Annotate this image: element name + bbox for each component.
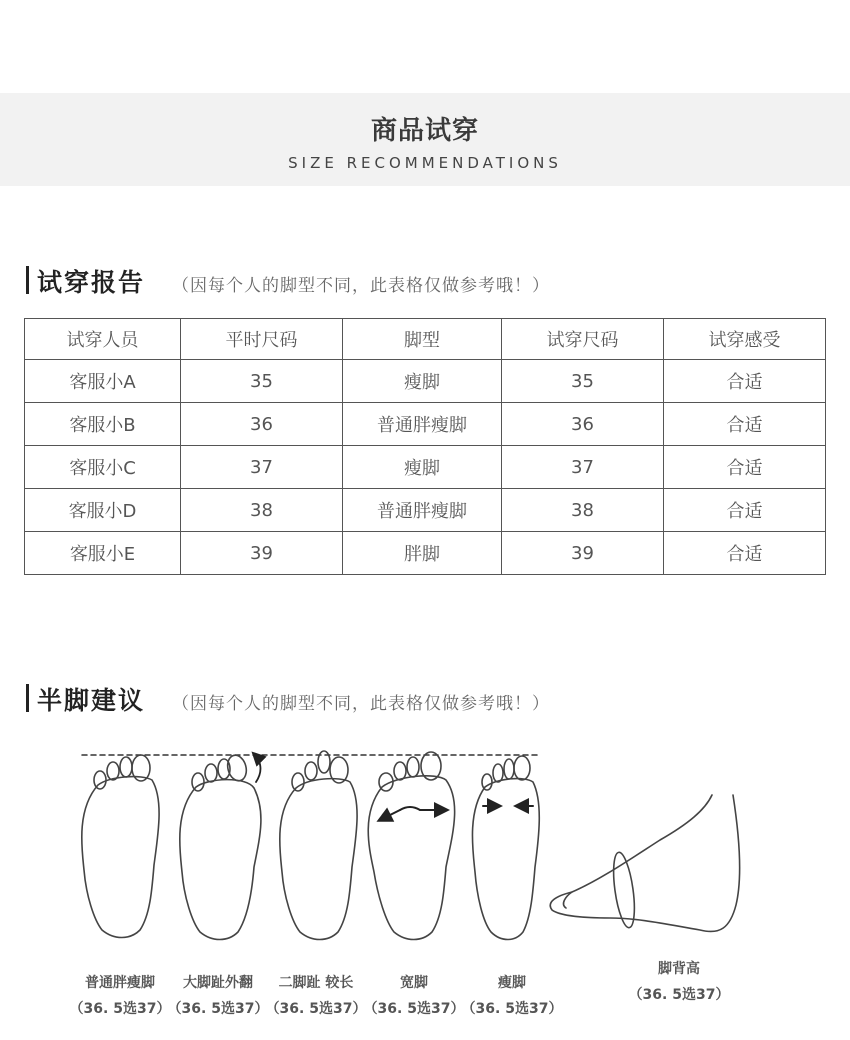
column-header: 试穿人员 (25, 319, 181, 360)
normal-foot-icon (82, 755, 159, 938)
half-size-note: （因每个人的脚型不同，此表格仅做参考哦！） (172, 694, 550, 714)
narrow-foot-icon (472, 756, 539, 940)
table-row (25, 360, 826, 403)
table-cell: 合适 (664, 532, 826, 575)
foot-type-caption (360, 972, 468, 1018)
table-cell: 合适 (664, 403, 826, 446)
foot-type-name: 二脚趾 较长 (278, 975, 354, 991)
size-advice: （36. 5选37） (628, 987, 730, 1003)
column-header: 试穿感受 (664, 319, 826, 360)
size-advice: （36. 5选37） (69, 1001, 171, 1017)
table-cell: 38 (502, 489, 664, 532)
foot-type-caption (66, 972, 174, 1018)
foot-types-illustration (0, 740, 850, 970)
page-subtitle: SIZE RECOMMENDATIONS (288, 154, 562, 172)
table-cell: 37 (502, 446, 664, 489)
table-header-row (25, 319, 826, 360)
fit-report-table (24, 318, 826, 575)
table-cell: 合适 (664, 360, 826, 403)
heading-bar (26, 684, 29, 712)
column-header: 脚型 (343, 319, 502, 360)
table-cell: 39 (181, 532, 343, 575)
table-row (25, 532, 826, 575)
heading-bar (26, 266, 29, 294)
table-cell: 37 (181, 446, 343, 489)
size-advice: （36. 5选37） (461, 1001, 563, 1017)
table-cell: 客服小B (25, 403, 181, 446)
page-title: 商品试穿 (370, 116, 479, 146)
table-row (25, 403, 826, 446)
foot-type-name: 大脚趾外翻 (183, 975, 253, 991)
foot-type-caption (164, 972, 272, 1018)
bunion-foot-icon (180, 753, 261, 939)
fit-report-note: （因每个人的脚型不同，此表格仅做参考哦！） (172, 276, 550, 296)
foot-type-name: 普通胖瘦脚 (85, 975, 155, 991)
table-cell: 35 (181, 360, 343, 403)
column-header: 试穿尺码 (502, 319, 664, 360)
table-cell: 普通胖瘦脚 (343, 489, 502, 532)
table-cell: 普通胖瘦脚 (343, 403, 502, 446)
table-cell: 36 (502, 403, 664, 446)
table-cell: 瘦脚 (343, 446, 502, 489)
foot-type-name: 宽脚 (400, 975, 428, 991)
size-advice: （36. 5选37） (265, 1001, 367, 1017)
table-cell: 胖脚 (343, 532, 502, 575)
size-advice: （36. 5选37） (363, 1001, 465, 1017)
table-cell: 合适 (664, 446, 826, 489)
fit-report-title: 试穿报告 (37, 268, 146, 297)
column-header: 平时尺码 (181, 319, 343, 360)
wide-foot-icon (368, 752, 454, 940)
table-cell: 38 (181, 489, 343, 532)
foot-type-caption (262, 972, 370, 1018)
table-cell: 瘦脚 (343, 360, 502, 403)
table-row (25, 446, 826, 489)
long-second-toe-foot-icon (280, 751, 357, 940)
table-row (25, 489, 826, 532)
table-cell: 36 (181, 403, 343, 446)
table-cell: 合适 (664, 489, 826, 532)
table-cell: 客服小D (25, 489, 181, 532)
table-cell: 客服小E (25, 532, 181, 575)
foot-type-name: 脚背高 (658, 961, 700, 977)
size-advice: （36. 5选37） (167, 1001, 269, 1017)
table-cell: 39 (502, 532, 664, 575)
half-size-title: 半脚建议 (37, 686, 146, 715)
foot-type-name: 瘦脚 (498, 975, 526, 991)
table-cell: 35 (502, 360, 664, 403)
table-cell: 客服小C (25, 446, 181, 489)
high-instep-foot-icon (550, 795, 739, 932)
foot-type-caption (458, 972, 566, 1018)
foot-type-caption (624, 958, 734, 1004)
table-cell: 客服小A (25, 360, 181, 403)
